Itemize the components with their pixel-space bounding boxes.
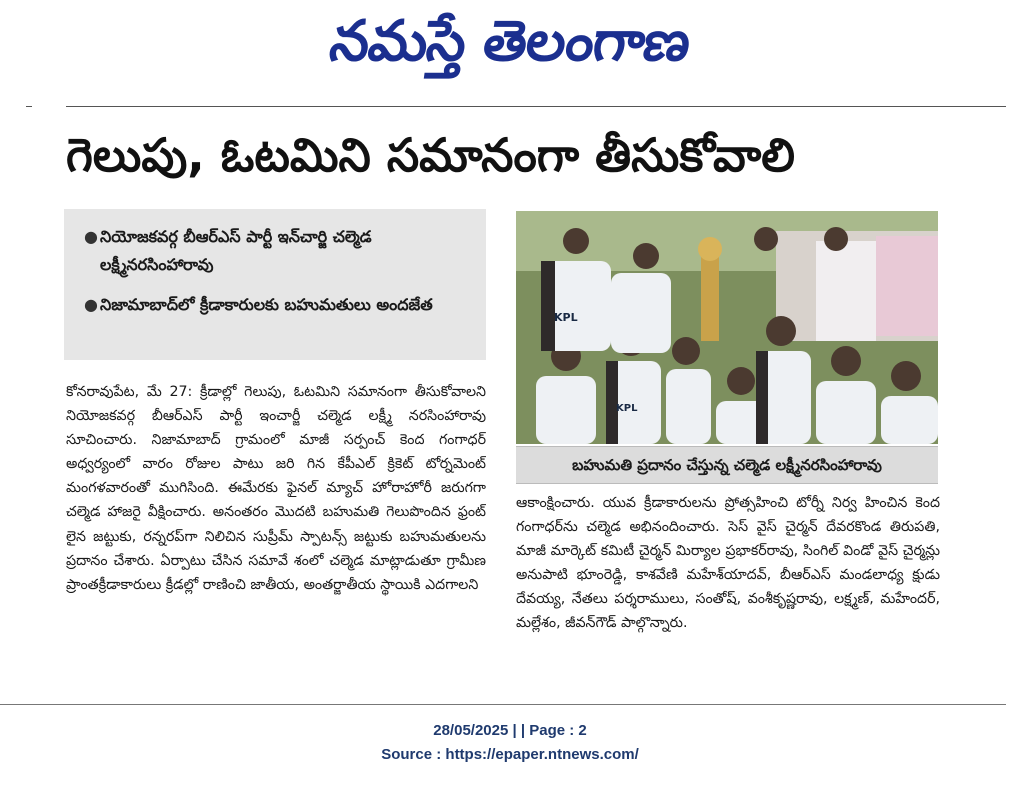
top-rule xyxy=(66,106,1006,107)
photo-caption: బహుమతి ప్రదానం చేస్తున్న చల్మెడ లక్ష్మీనరసింహారావు xyxy=(516,446,938,484)
footer-source: Source : https://epaper.ntnews.com/ xyxy=(381,746,639,763)
jersey-text: KPL xyxy=(616,403,638,414)
footer-date-page: 28/05/2025 | | Page : 2 xyxy=(433,722,587,739)
highlight-text: నిజామాబాద్‌లో క్రీడాకారులకు బహుమతులు అందజేత xyxy=(100,295,433,314)
masthead-logo: నమస్తే తెలంగాణ xyxy=(325,8,695,74)
bullet-icon: ● xyxy=(84,295,98,314)
article-column-1: కోనరావుపేట, మే 27: క్రీడాల్లో గెలుపు, ఓటమిని సమానంగా తీసుకోవాలని నియోజకవర్గ బీఆర్ఎస్ పార్టీ ఇంచార్జీ చల్మెడ లక్ష్మీ నరసింహారావు సూచించారు. నిజామాబాద్ గ్రామంలో మాజీ సర్పంచ్ కెంద గంగాధర్ అధ్వర్యంలో వారం రోజుల పాటు జరి గిన కేపీఎల్ క్రికెట్ టోర్నమెంట్ మంగళవారంతో ముగిసింది. ఈమేరకు ఫైనల్ మ్యాచ్ హోరాహోరీ జరుగగా చల్మెడ హాజరై వీక్షించారు. అనంతరం మొదటి బహుమతి గెలుపొందిన ఫ్రంట్ లైన జట్టుకు, రన్నరప్‌గా నిలిచిన సుప్రీమ్ స్పాటన్స్ జట్టుకు బహుమతులను ప్రదానం చేశారు. ఏర్పాటు చేసిన సమావే శంలో చల్మెడ మాట్లాడుతూ గ్రామీణ ప్రాంతక్రీడాకారులు క్రీడల్లో రాణించి జాతీయ, అంతర్జాతీయ స్థాయికి ఎదగాలని xyxy=(66,384,486,593)
photo-image xyxy=(516,211,938,444)
article-column-2: ఆకాంక్షించారు. యువ క్రీడాకారులను ప్రోత్సహించి టోర్నీ నిర్వ హించిన కెంద గంగాధర్‌ను చల్మెడ అభినందించారు. సెస్ వైస్ చైర్మన్ దేవరకొండ తిరుపతి, మాజీ మార్కెట్ కమిటీ చైర్మన్ మిర్యాల ప్రభాకర్‌రావు, సింగిల్ విండో వైస్ చైర్మన్లు అనుపాటి భూంరెడ్డి, కాశవేణి మహేశ్‌యాదవ్, బీఆర్ఎస్ మండలాధ్య క్షుడు దేవయ్య, నేతలు పర్శరాములు, సంతోష్, వంశీకృష్ణరావు, లక్ష్మణ్, మహేందర్, మల్లేశం, జీవన్‌గౌడ్ పాల్గొన్నారు. xyxy=(516,495,940,632)
news-photo xyxy=(516,211,938,444)
highlight-item xyxy=(84,223,476,279)
top-rule-left xyxy=(26,106,32,107)
bullet-icon: ● xyxy=(84,227,98,246)
highlight-text: నియోజకవర్గ బీఆర్ఎస్ పార్టీ ఇన్‌చార్జి చల్మెడ లక్ష్మీనరసింహారావు xyxy=(100,227,372,274)
highlights-box xyxy=(64,209,486,360)
bottom-rule xyxy=(0,704,1006,705)
highlight-item xyxy=(84,291,476,319)
article-headline: గెలుపు, ఓటమిని సమానంగా తీసుకోవాలి xyxy=(66,128,795,182)
jersey-text: KPL xyxy=(554,311,578,324)
